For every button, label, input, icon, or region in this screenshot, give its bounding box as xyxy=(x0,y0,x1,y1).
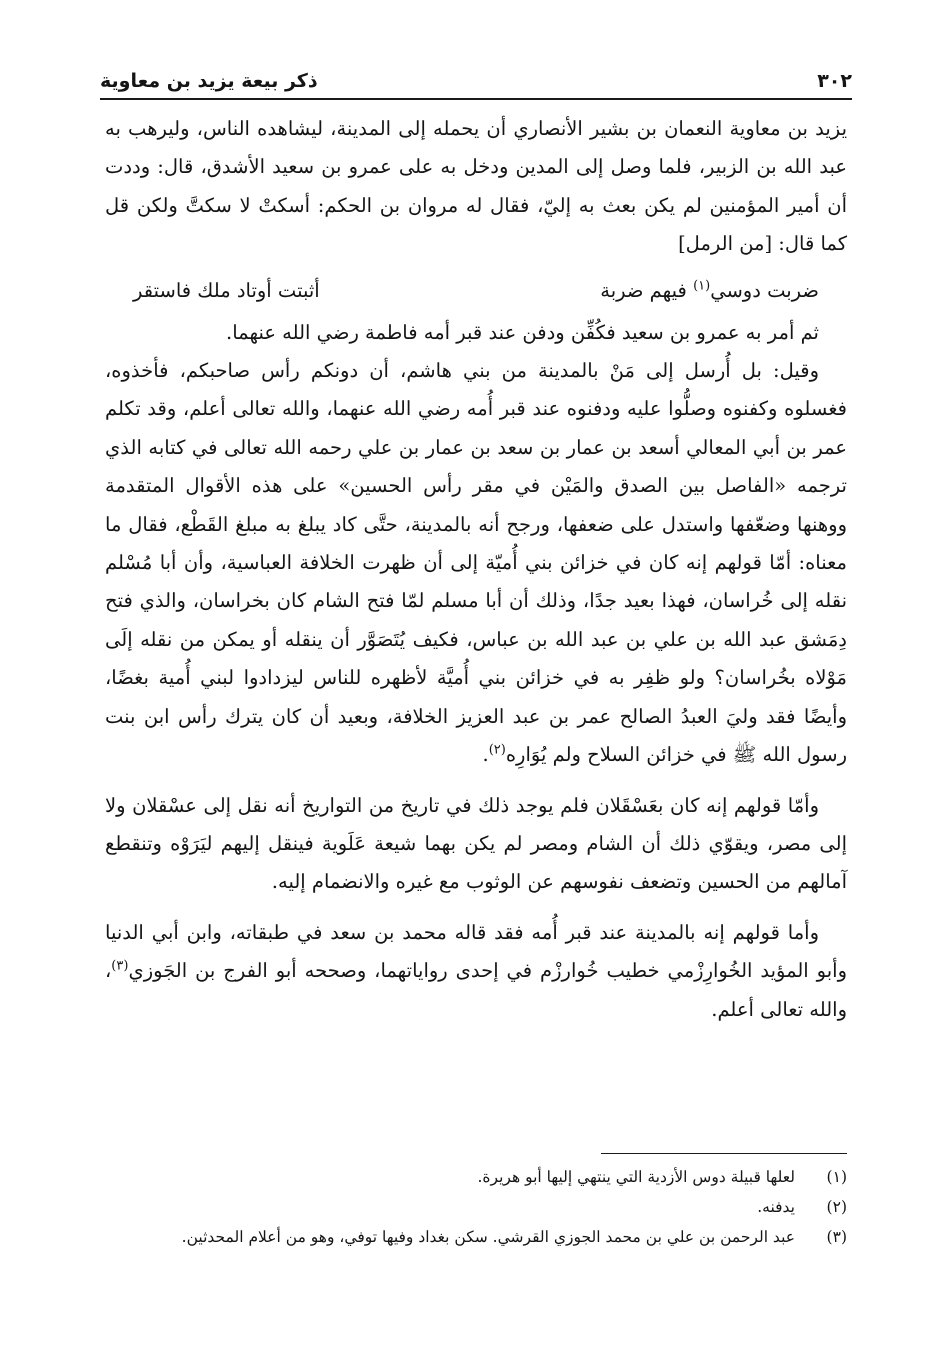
paragraph-2: ثم أمر به عمرو بن سعيد فكُفِّن ودفن عند قبر أمه فاطمة رضي الله عنهما. xyxy=(226,320,819,344)
paragraph-3-text: وقيل: بل أُرسل إلى مَنْ بالمدينة من بني هاشم، أن دونكم رأس صاحبكم، فأخذوه، فغسلوه وكفنوه وصلُّوا عليه ودفنوه عند قبر أُمه رضي الله عنهما، والله تعالى أعلم، وقد تكلم عمر بن أبي المعالي أسعد بن عمار بن سعد بن عمار بن علي رحمه الله تعالى في كتابه الذي ترجمه «الفاصل بين الصدق والمَيْن في مقر رأس الحسين» على هذه الأقوال المتقدمة ووهنها وضعّفها واستدل على ضعفها، ورجح أنه بالمدينة، حتَّى كاد يبلغ به مبلغ القَطْع، فقال ما معناه: أمّا قولهم إنه كان في خزائن بني أُميّة إلى أن ظهرت الخلافة العباسية، وأن أبا مُسْلم نقله إلى خُراسان، فهذا بعيد جدًا، وذلك أن أبا مسلم لمّا فتح الشام كان بخراسان، والذي فتح دِمَشق عبد الله بن علي بن عبد الله بن عباس، فكيف يُتَصَوَّر أن ينقله أو يمكن من نقله إلَى مَوْلاه بخُراسان؟ ولو ظفِر به في خزائن بني أُميَّة لأظهره للناس ليزدادوا لبني أُمية بغضًا، وأيضًا فقد وليَ العبدُ الصالح عمر بن عبد العزيز الخلافة، وبعيد أن كان يترك رأس ابن بنت رسول الله ﷺ في خزائن السلاح ولم يُوَارِه xyxy=(105,359,847,767)
footnote-separator xyxy=(601,1153,847,1154)
footnotes xyxy=(105,1162,847,1252)
paragraph-3 xyxy=(105,352,847,774)
verse-first-hemistich xyxy=(600,272,819,310)
paragraph-5-end: ، والله تعالى أعلم. xyxy=(105,959,847,1021)
footnote-ref-1[interactable]: (١) xyxy=(693,278,711,294)
footnote-ref-2[interactable]: (٢) xyxy=(488,742,506,758)
verse-first-hemistich-pre: ضربت دوسي xyxy=(710,278,819,302)
paragraph-4: وأمّا قولهم إنه كان بعَسْقَلان فلم يوجد ذلك في تاريخ من التواريخ أنه نقل إلى عسْقلان ولا إلى مصر، ويقوّي ذلك أن الشام ومصر لم يكن بهما شيعة عَلَوية فينقل إليهم ليَرَوْه وتنقطع آمالهم من الحسين وتضعف نفوسهم عن الوثوب مع غيره والانضمام إليه. xyxy=(105,793,847,894)
main-text xyxy=(105,110,847,1029)
verse-first-hemistich-post: فيهم ضربة xyxy=(600,278,687,302)
poetry-verse xyxy=(105,264,847,314)
footnote-number: (٢) xyxy=(826,1198,847,1216)
footnote-item xyxy=(105,1192,847,1222)
paragraph-1: يزيد بن معاوية النعمان بن بشير الأنصاري أن يحمله إلى المدينة، ليشاهده الناس، وليرهب به عبد الله بن الزبير، فلما وصل إلى المدين ودخل به على عمرو بن سعيد الأشدق، قال: وددت أن أمير المؤمنين لم يكن بعث به إليّ، فقال له مروان بن الحكم: أسكتْ لا سكتَّ ولكن قل كما قال: [من الرمل] xyxy=(105,117,847,256)
page-header xyxy=(100,52,852,100)
footnote-text: لعلها قبيلة دوس الأزدية التي ينتهي إليها أبو هريرة. xyxy=(477,1168,795,1186)
verse-second-hemistich: أثبتت أوتاد ملك فاستقر xyxy=(133,278,320,302)
footnote-text: يدفنه. xyxy=(757,1198,795,1216)
footnote-item xyxy=(105,1162,847,1192)
footnote-ref-3[interactable]: (٣) xyxy=(111,958,129,974)
footnote-number: (٣) xyxy=(826,1228,847,1246)
running-title: ذكر بيعة يزيد بن معاوية xyxy=(100,70,318,92)
paragraph-3-end: . xyxy=(482,743,489,767)
footnote-number: (١) xyxy=(826,1168,847,1186)
paragraph-5-text: وأما قولهم إنه بالمدينة عند قبر أُمه فقد قاله محمد بن سعد في طبقاته، وابن أبي الدنيا وأبو المؤيد الخُوارِزْمي خطيب خُوارزْم في إحدى رواياتهما، وصححه أبو الفرج بن الجَوزي xyxy=(105,920,847,983)
footnote-item xyxy=(105,1222,847,1252)
page-number: ٣٠٢ xyxy=(817,70,852,92)
paragraph-5 xyxy=(105,914,847,1029)
footnote-text: عبد الرحمن بن علي بن محمد الجوزي القرشي. سكن بغداد وفيها توفي، وهو من أعلام المحدثين. xyxy=(181,1228,795,1246)
